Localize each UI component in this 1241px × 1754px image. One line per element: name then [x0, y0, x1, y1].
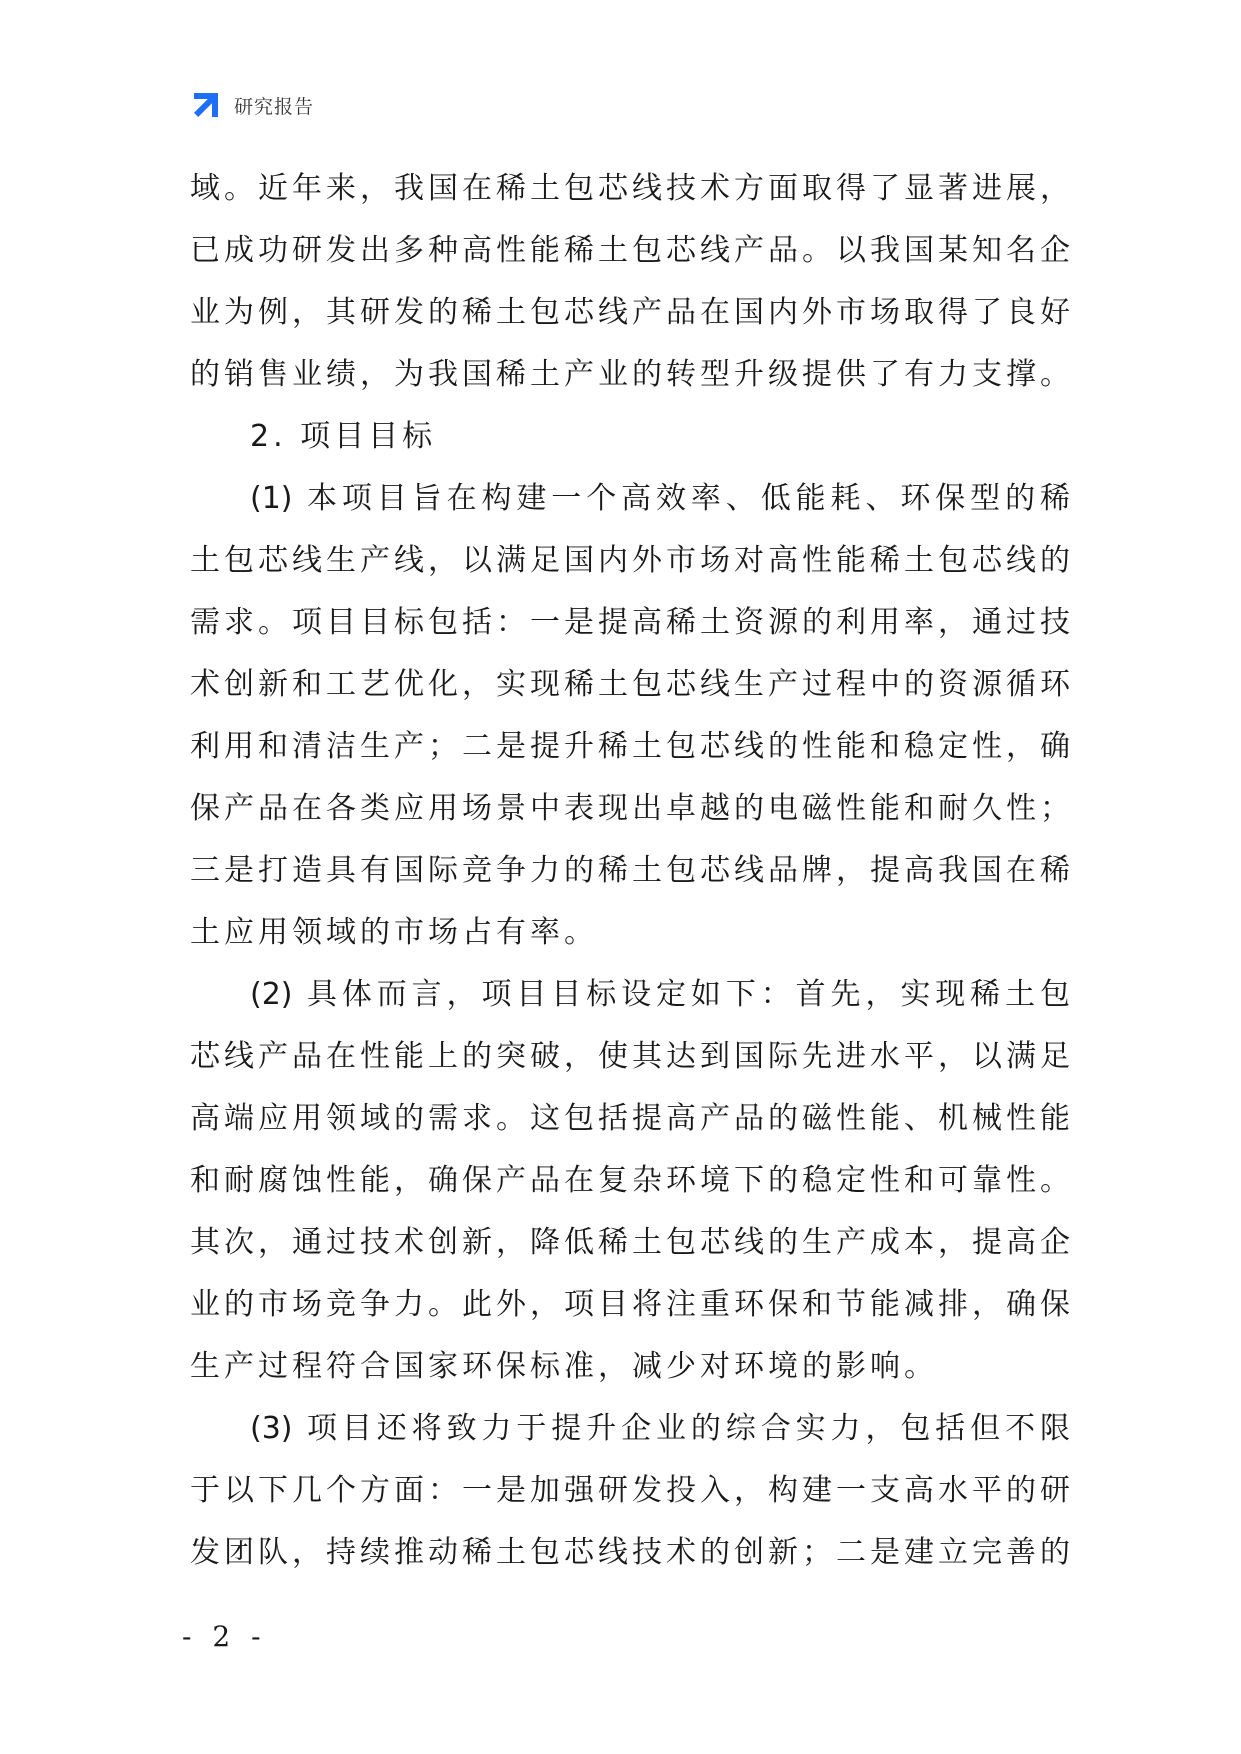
- text-line: 已成功研发出多种高性能稀土包芯线产品。以我国某知名企: [190, 233, 1070, 268]
- text-line: 保产品在各类应用场景中表现出卓越的电磁性能和耐久性；: [190, 791, 1070, 826]
- text-line: 土应用领域的市场占有率。: [190, 915, 598, 950]
- text-line: 于以下几个方面：一是加强研发投入，构建一支高水平的研: [190, 1473, 1070, 1508]
- text-line: 利用和清洁生产；二是提升稀土包芯线的性能和稳定性，确: [190, 729, 1070, 764]
- section-heading: 2. 项目目标: [250, 419, 437, 454]
- text-line: 需求。项目目标包括：一是提高稀土资源的利用率，通过技: [190, 605, 1070, 640]
- text-line: 术创新和工艺优化，实现稀土包芯线生产过程中的资源循环: [190, 667, 1070, 702]
- text-line: 高端应用领域的需求。这包括提高产品的磁性能、机械性能: [190, 1101, 1070, 1136]
- text-line: (3) 项目还将致力于提升企业的综合实力，包括但不限: [250, 1411, 1070, 1446]
- text-line: 业为例，其研发的稀土包芯线产品在国内外市场取得了良好: [190, 295, 1070, 330]
- page-number: - 2 -: [182, 1620, 267, 1653]
- text-line: (2) 具体而言，项目目标设定如下：首先，实现稀土包: [250, 977, 1070, 1012]
- text-line: 其次，通过技术创新，降低稀土包芯线的生产成本，提高企: [190, 1225, 1070, 1260]
- report-header: [190, 88, 314, 122]
- text-line: 的销售业绩，为我国稀土产业的转型升级提供了有力支撑。: [190, 357, 1070, 392]
- text-line: 发团队，持续推动稀土包芯线技术的创新；二是建立完善的: [190, 1535, 1070, 1570]
- text-line: 生产过程符合国家环保标准，减少对环境的影响。: [190, 1349, 938, 1384]
- arrow-up-right-icon: [190, 89, 222, 121]
- header-title: 研究报告: [234, 95, 315, 118]
- document-body: [190, 158, 1070, 1584]
- text-line: 和耐腐蚀性能，确保产品在复杂环境下的稳定性和可靠性。: [190, 1163, 1070, 1198]
- text-line: (1) 本项目旨在构建一个高效率、低能耗、环保型的稀: [250, 481, 1070, 516]
- text-line: 芯线产品在性能上的突破，使其达到国际先进水平，以满足: [190, 1039, 1070, 1074]
- text-line: 业的市场竞争力。此外，项目将注重环保和节能减排，确保: [190, 1287, 1070, 1322]
- text-line: 土包芯线生产线，以满足国内外市场对高性能稀土包芯线的: [190, 543, 1070, 578]
- text-line: 域。近年来，我国在稀土包芯线技术方面取得了显著进展，: [190, 171, 1070, 206]
- text-line: 三是打造具有国际竞争力的稀土包芯线品牌，提高我国在稀: [190, 853, 1070, 888]
